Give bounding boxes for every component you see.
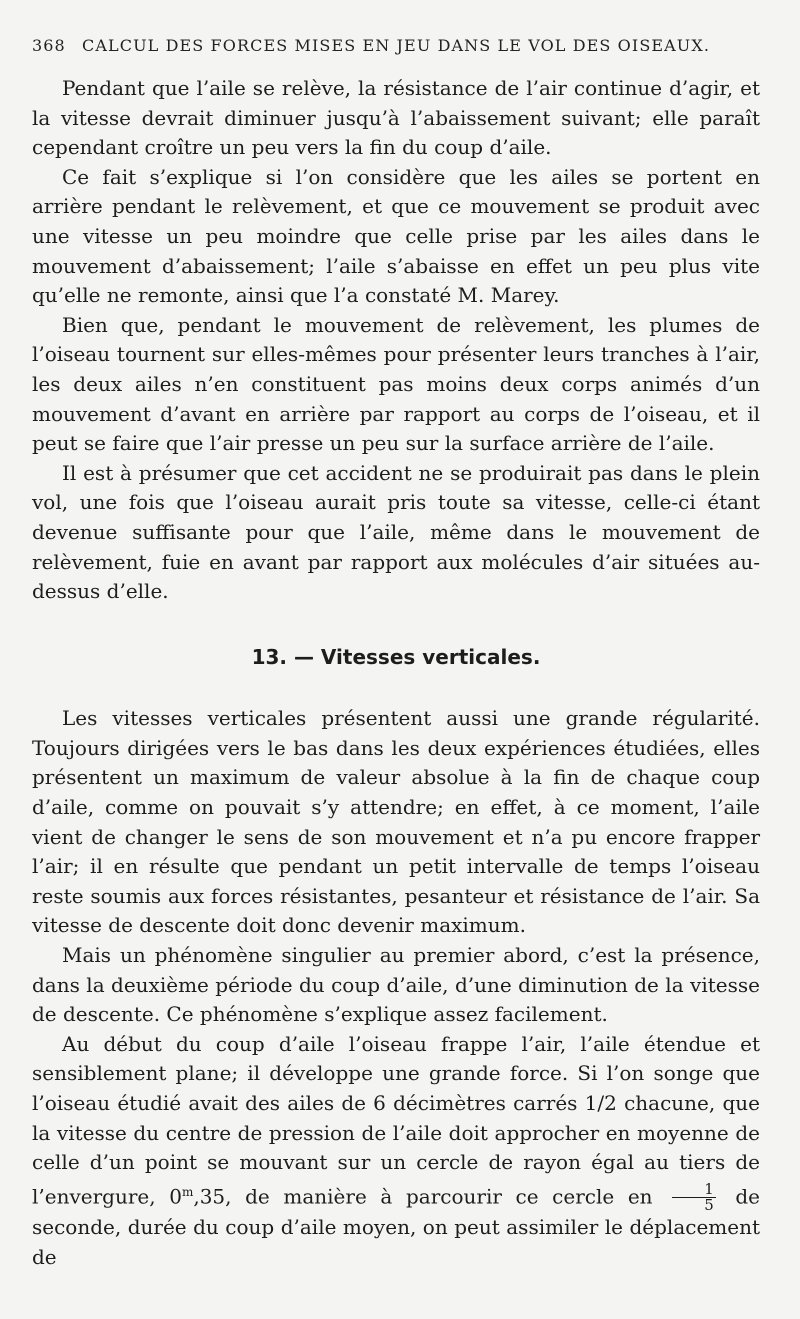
paragraph: Les vitesses verticales présentent aussi une grande régularité. Toujours dirigées vers le bas dans les deux expériences étudiées, elles présentent un maximum de valeur absolue à la fin de chaque coup d’aile, comme on pouvait s’y attendre; en effet, à ce moment, l’aile vient de changer le sens de son mouvement et n’a pu encore frapper l’air; il en résulte que pendant un petit intervalle de temps l’oiseau reste soumis aux forces résistantes, pesanteur et résistance de l’air. Sa vitesse de descente doit donc devenir maximum. <box>32 706 760 938</box>
paragraph-text: Au début du coup d’aile l’oiseau frappe l’air, l’aile étendue et sensiblement plane; il développe une grande force. Si l’on songe que l’oiseau étudié avait des ailes de 6 décimètres carrés 1/2 chacune, que la vitesse du centre de pression de l’aile doit approcher en moyenne de celle d’un point se mouvant sur un cercle de rayon égal au tiers de l’envergure, 0 <box>32 1031 760 1209</box>
unit-superscript: m <box>181 1184 194 1199</box>
paragraph: Pendant que l’aile se relève, la résistance de l’air continue d’agir, et la vitesse devrait diminuer jusqu’à l’abaissement suivant; elle paraît cependant croître un peu vers la fin du coup d’aile. <box>32 76 760 160</box>
fraction <box>672 1182 716 1213</box>
paragraph: Bien que, pendant le mouvement de relèvement, les plumes de l’oiseau tournent sur elles-mêmes pour présenter leurs tranches à l’air, les deux ailes n’en constituent pas moins deux corps animés d’un mouvement d’avant en arrière par rapport au corps de l’oiseau, et il peut se faire que l’air presse un peu sur la surface arrière de l’aile. <box>32 312 760 456</box>
paragraph: Mais un phénomène singulier au premier abord, c’est la présence, dans la deuxième période du coup d’aile, d’une diminution de la vitesse de descente. Ce phénomène s’explique assez facilement. <box>32 943 760 1027</box>
paragraph: Ce fait s’explique si l’on considère que les ailes se portent en arrière pendant le relèvement, et que ce mouvement se produit avec une vitesse un peu moindre que celle prise par les ailes dans le mouvement d’abaissement; l’aile s’abaisse en effet un peu plus vite qu’elle ne remonte, ainsi que l’a constaté M. Marey. <box>32 164 760 308</box>
paragraph-with-fraction <box>32 1030 760 1273</box>
section-title: 13. — Vitesses verticales. <box>251 644 541 669</box>
body-text <box>32 74 760 1273</box>
fraction-numerator: 1 <box>672 1182 716 1198</box>
paragraph-text: ,35, de manière à parcourir ce cercle en <box>193 1184 653 1209</box>
fraction-denominator: 5 <box>704 1196 714 1215</box>
running-header <box>32 36 772 55</box>
page-number: 368 <box>32 36 66 55</box>
running-title: CALCUL DES FORCES MISES EN JEU DANS LE VOL DES OISEAUX. <box>82 36 711 55</box>
paragraph: Il est à présumer que cet accident ne se produirait pas dans le plein vol, une fois que l’oiseau aurait pris toute sa vitesse, celle-ci étant devenue suffisante pour que l’aile, même dans le mouvement de relèvement, fuie en avant par rapport aux molécules d’air situées au-dessus d’elle. <box>32 460 760 604</box>
paragraph-text: de seconde, durée du coup d’aile moyen, on peut assimiler le déplacement de <box>32 1184 760 1270</box>
